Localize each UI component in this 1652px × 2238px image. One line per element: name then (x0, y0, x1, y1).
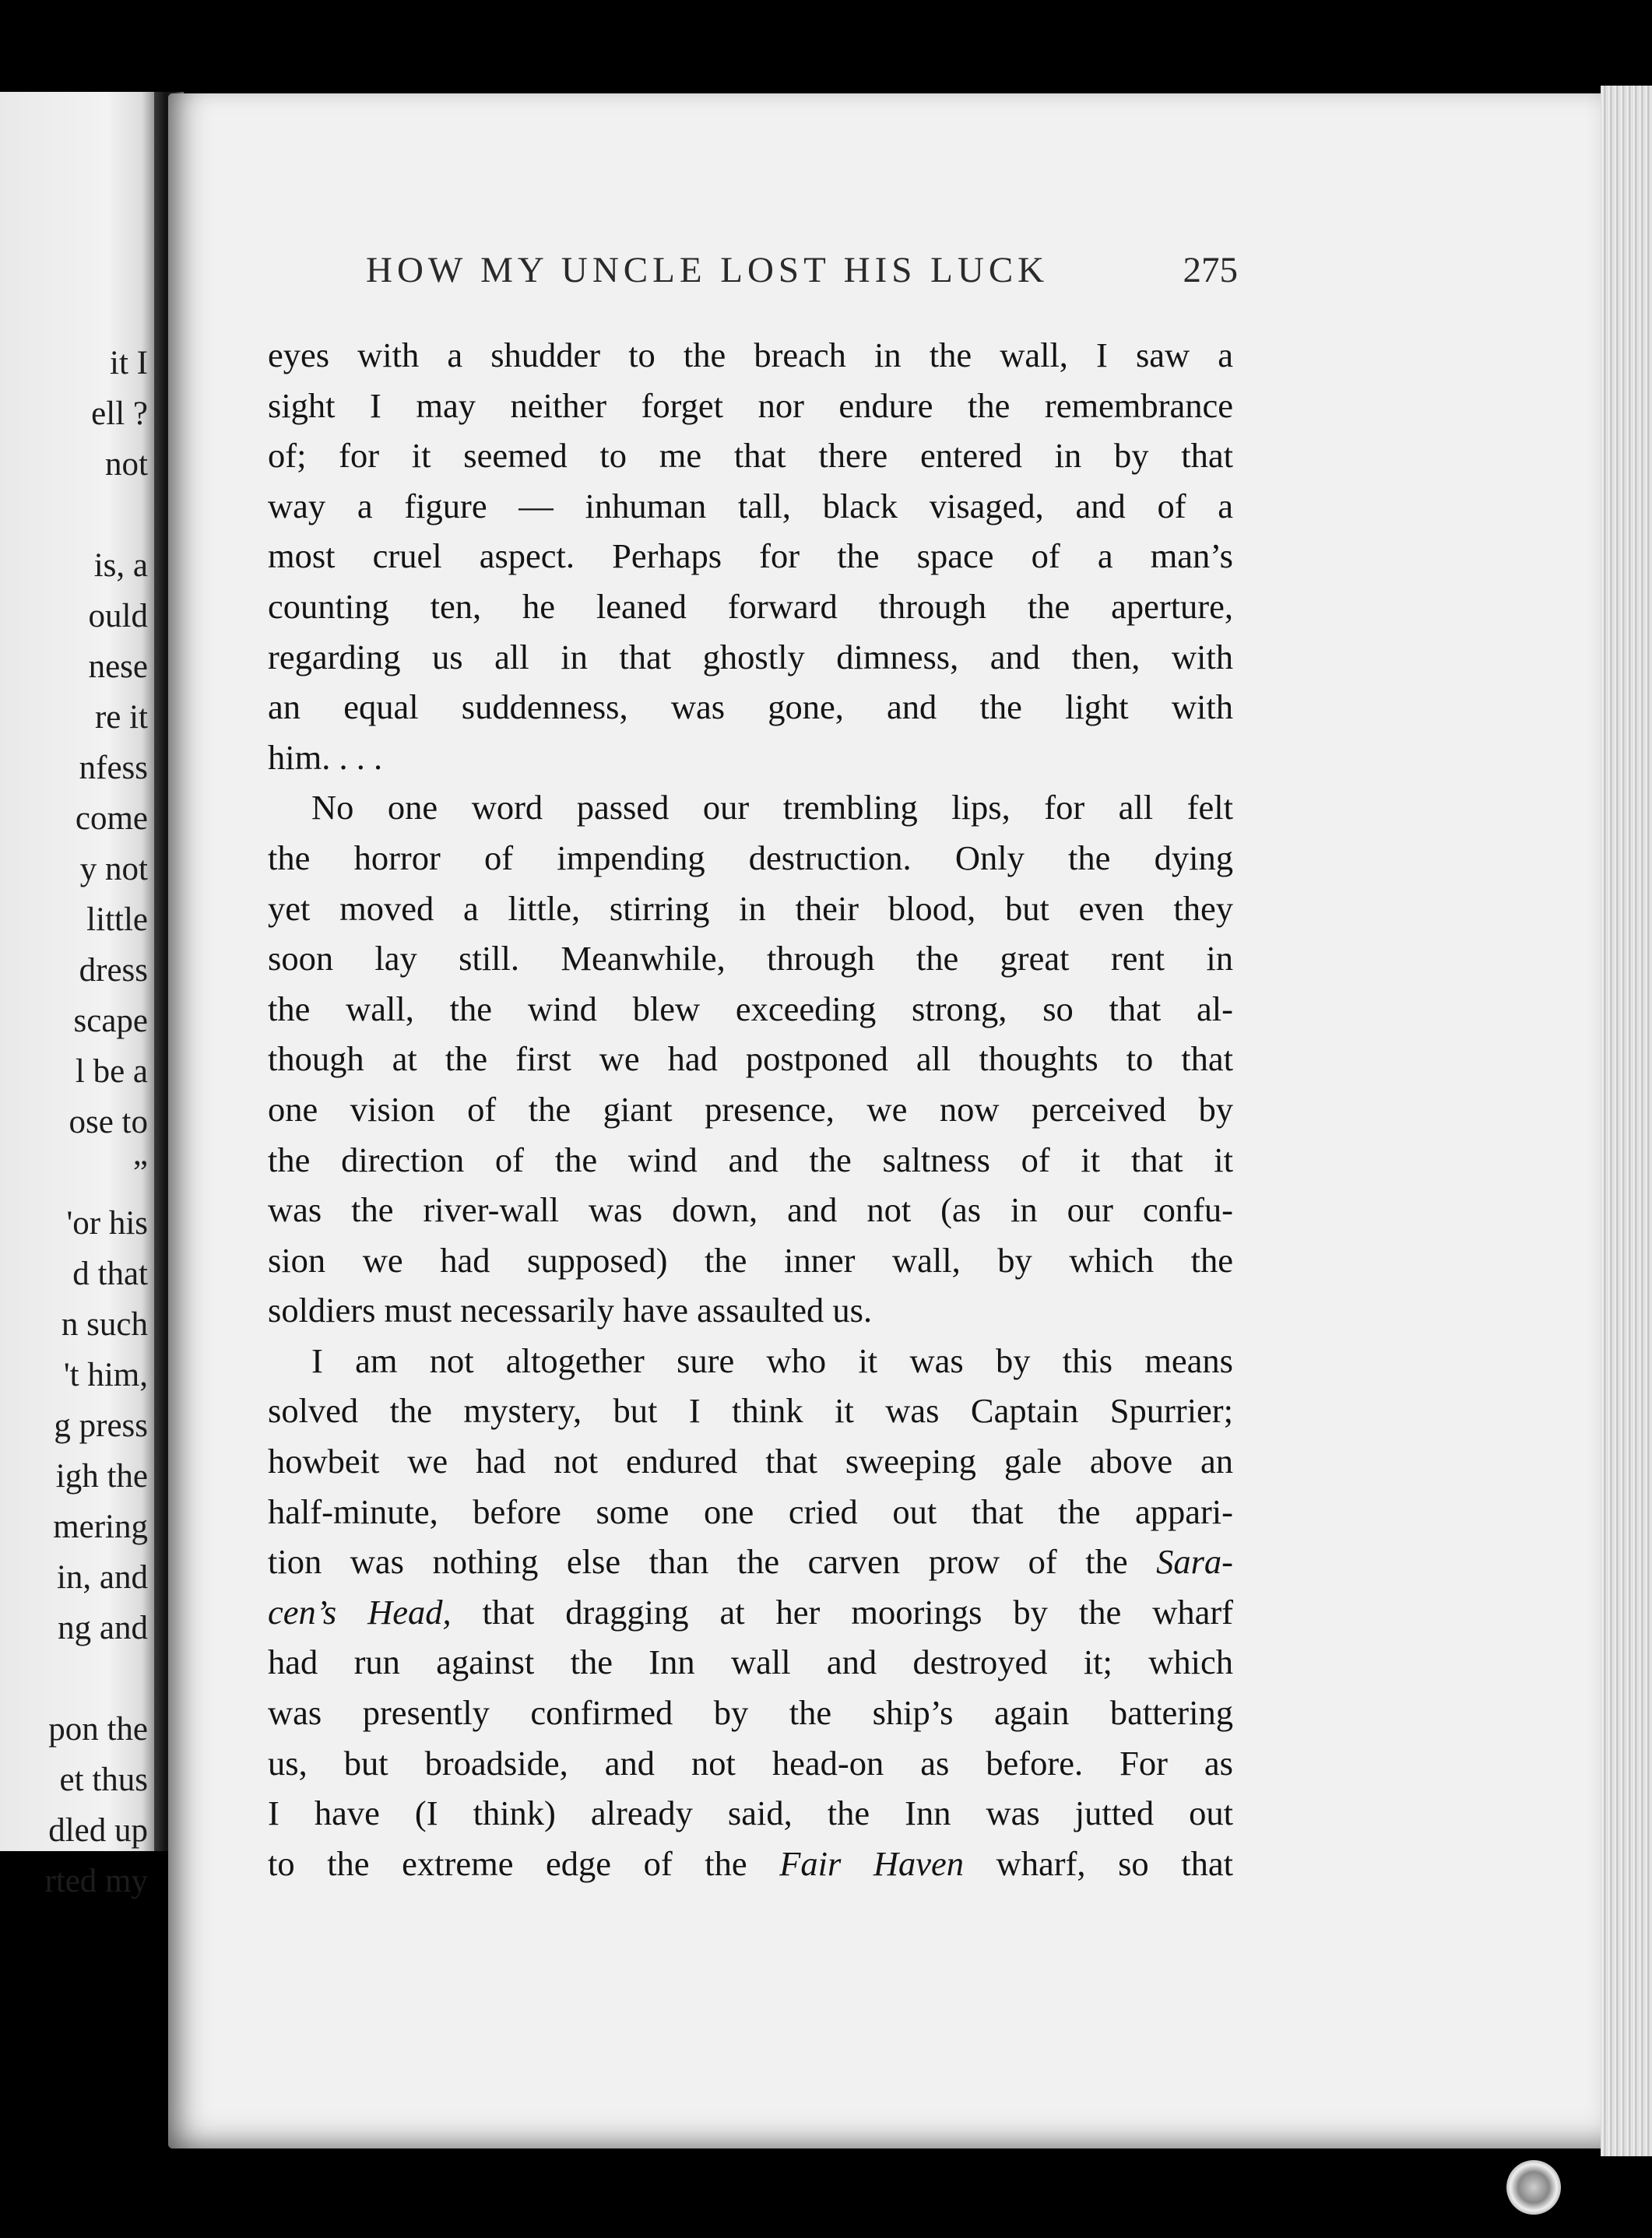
left-page-line: et thus (59, 1762, 148, 1798)
left-page-line: re it (94, 699, 148, 736)
left-page-line: ose to (69, 1104, 148, 1140)
text-run: counting ten, he leaned forward through the aperture, (268, 586, 1233, 626)
left-page-line: nfess (79, 750, 148, 786)
left-page-line: l be a (75, 1053, 148, 1090)
text-line (268, 682, 1233, 733)
text-line (268, 531, 1233, 581)
text-run: him. . . . (268, 737, 383, 777)
text-line (268, 884, 1233, 934)
text-line (268, 1688, 1233, 1738)
running-head: HOW MY UNCLE LOST HIS LUCK (366, 250, 1049, 290)
left-page-line: dled up (48, 1812, 148, 1849)
text-line (268, 733, 1233, 783)
page-number: 275 (1183, 250, 1238, 290)
text-line (268, 1185, 1233, 1235)
text-line (268, 1084, 1233, 1135)
text-run: was presently confirmed by the ship’s again battering (268, 1693, 1233, 1733)
body-text (268, 330, 1233, 1888)
left-page-line: it I (110, 345, 148, 381)
left-page-line: y not (79, 851, 148, 887)
left-facing-page (0, 92, 154, 1899)
text-run: though at the first we had postponed all thoughts to that (268, 1039, 1233, 1079)
text-run: I am not altogether sure who it was by this means (311, 1340, 1233, 1380)
text-run: soon lay still. Meanwhile, through the great rent in (268, 939, 1233, 978)
left-page-line: 'or his (66, 1205, 148, 1242)
text-line (268, 1537, 1233, 1587)
text-line (268, 1135, 1233, 1186)
text-run: one vision of the giant presence, we now perceived by (268, 1089, 1233, 1129)
left-page-line: little (86, 901, 148, 938)
library-stamp-icon (1506, 2160, 1561, 2215)
text-line (268, 984, 1233, 1035)
text-line (268, 481, 1233, 532)
text-run: wharf, so that (964, 1843, 1233, 1883)
text-line (268, 430, 1233, 481)
italic-text: cen’s Head, (268, 1592, 452, 1632)
text-run: regarding us all in that ghostly dimness, and then, with (268, 637, 1233, 676)
text-run: sion we had supposed) the inner wall, by which the (268, 1240, 1233, 1280)
left-page-line: ould (88, 598, 148, 634)
text-run: No one word passed our trembling lips, for all felt (311, 788, 1233, 827)
text-line (268, 1738, 1233, 1789)
text-run: way a figure — inhuman tall, black visaged, and of a (268, 486, 1233, 525)
left-page-line: ell ? (91, 395, 148, 432)
text-line (268, 1839, 1233, 1889)
text-run: eyes with a shudder to the breach in the wall, I saw a (268, 336, 1233, 374)
text-line (268, 1637, 1233, 1688)
left-page-line: g press (54, 1407, 148, 1444)
left-page-text (0, 338, 148, 1906)
italic-text: Fair Haven (779, 1843, 965, 1883)
left-page-line: scape (73, 1003, 148, 1039)
text-line (268, 1235, 1233, 1286)
left-page-line: mering (53, 1509, 148, 1545)
left-page-line: d that (72, 1256, 148, 1292)
left-page-line: dress (79, 952, 148, 989)
text-line (268, 330, 1233, 381)
text-line (268, 1386, 1233, 1436)
text-line (268, 933, 1233, 984)
text-line (268, 581, 1233, 632)
text-run: most cruel aspect. Perhaps for the space of a man’s (268, 536, 1233, 576)
text-line (268, 782, 1233, 833)
left-page-line (0, 490, 148, 540)
text-run: I have (I think) already said, the Inn was jutted out (268, 1794, 1233, 1833)
italic-text: Sara- (1156, 1542, 1233, 1582)
left-page-line: rted my (44, 1863, 148, 1899)
left-page-line: nese (88, 648, 148, 685)
text-run: tion was nothing else than the carven prow of the (268, 1542, 1157, 1582)
text-run: of; for it seemed to me that there entered in by that (268, 436, 1233, 476)
page-edges (1601, 86, 1652, 2156)
text-run: that dragging at her moorings by the wharf (451, 1592, 1233, 1632)
left-page-line: igh the (55, 1458, 148, 1495)
text-line (268, 1336, 1233, 1386)
text-run: solved the mystery, but I think it was Captain Spurrier; (268, 1391, 1233, 1431)
left-page-line: ” (132, 1154, 148, 1191)
left-page-line: come (75, 800, 148, 837)
text-line (268, 1436, 1233, 1487)
text-run: yet moved a little, stirring in their blood, but even they (268, 888, 1233, 928)
text-line (268, 833, 1233, 884)
left-page-line: pon the (48, 1711, 148, 1748)
text-run: the wall, the wind blew exceeding strong, so that al- (268, 989, 1233, 1028)
text-run: sight I may neither forget nor endure the remembrance (268, 385, 1233, 425)
text-run: soldiers must necessarily have assaulted us. (268, 1291, 873, 1330)
left-page-line: 't him, (63, 1357, 148, 1393)
text-run: howbeit we had not endured that sweeping gale above an (268, 1442, 1233, 1481)
left-page-line: n such (61, 1306, 148, 1343)
left-page-line: in, and (56, 1559, 148, 1596)
text-line (268, 1034, 1233, 1084)
text-run: half-minute, before some one cried out that the appari- (268, 1491, 1233, 1531)
left-page-line: is, a (93, 547, 148, 584)
text-run: the direction of the wind and the saltness of it that it (268, 1140, 1233, 1179)
text-line (268, 1587, 1233, 1638)
text-line (268, 1487, 1233, 1537)
left-page-line: not (105, 446, 148, 483)
text-run: us, but broadside, and not head-on as before. For as (268, 1743, 1233, 1783)
left-page-line: ng and (58, 1610, 148, 1646)
text-line (268, 1788, 1233, 1839)
text-run: to the extreme edge of the (268, 1843, 780, 1883)
text-run: was the river-wall was down, and not (as in our confu- (268, 1190, 1233, 1230)
text-line (268, 381, 1233, 431)
text-line (268, 632, 1233, 683)
text-run: had run against the Inn wall and destroyed it; which (268, 1642, 1233, 1682)
text-run: the horror of impending destruction. Only the dying (268, 838, 1233, 877)
text-run: an equal suddenness, was gone, and the light with (268, 687, 1233, 727)
left-page-line (0, 1653, 148, 1704)
text-line (268, 1285, 1233, 1336)
